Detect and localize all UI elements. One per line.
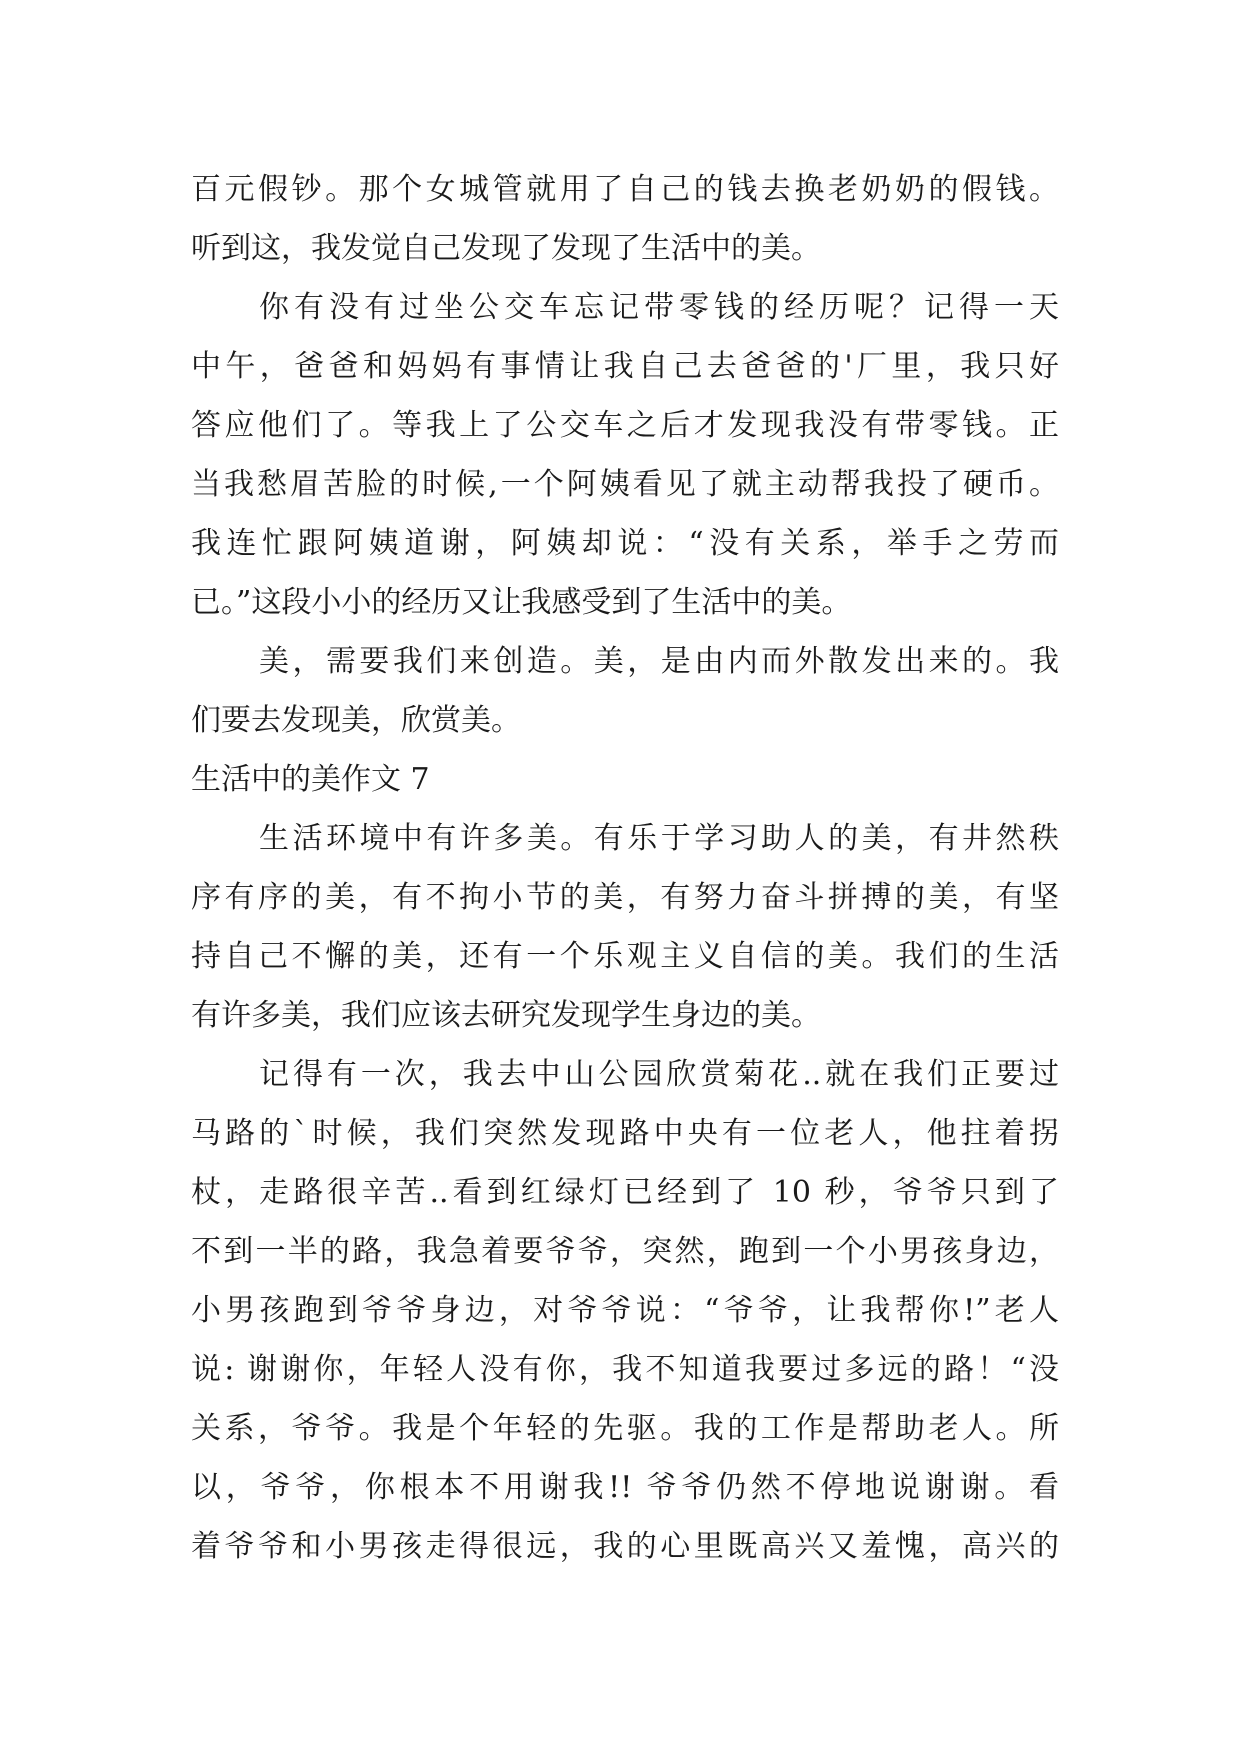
- text-line: 着爷爷和小男孩走得很远，我的心里既高兴又羞愧，高兴的: [191, 1529, 1059, 1564]
- text-line: 当我愁眉苦脸的时候,一个阿姨看见了就主动帮我投了硬币。: [191, 467, 1059, 502]
- text-line: 不到一半的路，我急着要爷爷，突然，跑到一个小男孩身边，: [191, 1234, 1059, 1269]
- text-line: 说: 谢谢你，年轻人没有你，我不知道我要过多远的路！“没: [191, 1352, 1059, 1387]
- text-line: 听到这，我发觉自己发现了发现了生活中的美。: [191, 231, 821, 266]
- text-line: 持自己不懈的美，还有一个乐观主义自信的美。我们的生活: [191, 939, 1059, 974]
- text-line: 生活环境中有许多美。有乐于学习助人的美，有井然秩: [259, 821, 1059, 856]
- text-line: 记得有一次，我去中山公园欣赏菊花..就在我们正要过: [259, 1057, 1059, 1092]
- text-line: 已。”这段小小的经历又让我感受到了生活中的美。: [191, 585, 852, 620]
- text-line: 们要去发现美，欣赏美。: [191, 703, 521, 738]
- text-line: 马路的`时候，我们突然发现路中央有一位老人，他拄着拐: [191, 1116, 1059, 1151]
- text-line: 序有序的美，有不拘小节的美，有努力奋斗拼搏的美，有坚: [191, 880, 1059, 915]
- text-line: 百元假钞。那个女城管就用了自己的钱去换老奶奶的假钱。: [191, 172, 1059, 207]
- text-line: 答应他们了。等我上了公交车之后才发现我没有带零钱。正: [191, 408, 1059, 443]
- text-line: 关系，爷爷。我是个年轻的先驱。我的工作是帮助老人。所: [191, 1411, 1059, 1446]
- text-line: 以，爷爷，你根本不用谢我!! 爷爷仍然不停地说谢谢。看: [191, 1470, 1059, 1505]
- document-body: [191, 160, 1059, 1576]
- text-line: 美，需要我们来创造。美，是由内而外散发出来的。我: [259, 644, 1059, 679]
- text-line: 中午，爸爸和妈妈有事情让我自己去爸爸的'厂里，我只好: [191, 349, 1059, 384]
- text-line: 小男孩跑到爷爷身边，对爷爷说：“爷爷，让我帮你!”老人: [191, 1293, 1059, 1328]
- text-line: 杖，走路很辛苦..看到红绿灯已经到了 10 秒，爷爷只到了: [191, 1175, 1059, 1210]
- text-line: 你有没有过坐公交车忘记带零钱的经历呢？记得一天: [259, 290, 1059, 325]
- text-line: 有许多美，我们应该去研究发现学生身边的美。: [191, 998, 821, 1033]
- text-line: 我连忙跟阿姨道谢，阿姨却说：“没有关系，举手之劳而: [191, 526, 1059, 561]
- section-heading: 生活中的美作文 7: [191, 762, 430, 797]
